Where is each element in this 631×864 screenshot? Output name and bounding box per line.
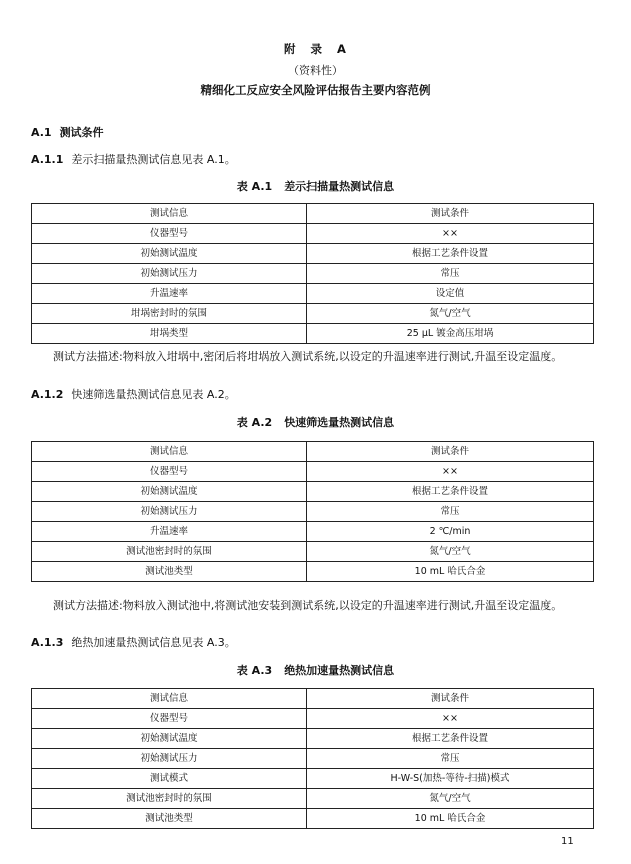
table-cell: 25 μL 镀金高压坩埚: [307, 324, 594, 344]
table-cell: 氮气/空气: [307, 789, 594, 809]
table-cell: 测试条件: [307, 204, 594, 224]
table-row: [32, 462, 594, 482]
table-row: [32, 244, 594, 264]
table-cell: 初始测试压力: [32, 264, 307, 284]
subsection-3-text: 绝热加速量热测试信息见表 A.3。: [71, 636, 236, 649]
table-row: [32, 502, 594, 522]
table-1-number: 表 A.1: [236, 180, 273, 193]
page-number: 11: [561, 836, 574, 847]
table-cell: 测试池密封时的氛围: [32, 789, 307, 809]
table-cell: 初始测试温度: [32, 482, 307, 502]
method-description-1: 测试方法描述:物料放入坩埚中,密闭后将坩埚放入测试系统,以设定的升温速率进行测试,升温至设定温度。: [53, 350, 563, 363]
appendix-char-1: 附: [284, 42, 297, 56]
table-cell: ××: [307, 224, 594, 244]
table-cell: 2 ℃/min: [307, 522, 594, 542]
table-row: [32, 224, 594, 244]
table-cell: 升温速率: [32, 522, 307, 542]
table-cell: 10 mL 哈氏合金: [307, 809, 594, 829]
table-3: [31, 688, 594, 829]
table-cell: 坩埚密封时的氛围: [32, 304, 307, 324]
subsection-1-number: A.1.1: [31, 153, 64, 166]
table-row: [32, 204, 594, 224]
table-row: [32, 442, 594, 462]
table-row: [32, 749, 594, 769]
table-cell: 升温速率: [32, 284, 307, 304]
table-cell: 仪器型号: [32, 224, 307, 244]
table-cell: 根据工艺条件设置: [307, 482, 594, 502]
table-row: [32, 324, 594, 344]
table-cell: 初始测试压力: [32, 749, 307, 769]
table-cell: 测试池类型: [32, 809, 307, 829]
table-1-caption: [0, 178, 631, 194]
section-heading: [31, 124, 104, 140]
table-cell: 根据工艺条件设置: [307, 244, 594, 264]
table-cell: 初始测试温度: [32, 244, 307, 264]
table-row: [32, 284, 594, 304]
appendix-title: 精细化工反应安全风险评估报告主要内容范例: [200, 83, 431, 97]
table-row: [32, 522, 594, 542]
table-3-number: 表 A.3: [236, 664, 273, 677]
table-row: [32, 264, 594, 284]
table-cell: 初始测试温度: [32, 729, 307, 749]
table-cell: ××: [307, 462, 594, 482]
table-cell: 常压: [307, 502, 594, 522]
table-cell: ××: [307, 709, 594, 729]
appendix-heading: [0, 41, 631, 57]
table-cell: 10 mL 哈氏合金: [307, 562, 594, 582]
table-cell: 氮气/空气: [307, 542, 594, 562]
subsection-3-number: A.1.3: [31, 636, 64, 649]
subsection-1: [31, 151, 236, 167]
section-title: 测试条件: [59, 126, 104, 139]
table-row: [32, 482, 594, 502]
appendix-nature: （资料性）: [288, 64, 343, 77]
table-cell: 测试模式: [32, 769, 307, 789]
table-2: [31, 441, 594, 582]
table-row: [32, 729, 594, 749]
appendix-char-2: 录: [310, 42, 324, 56]
table-row: [32, 562, 594, 582]
table-cell: 坩埚类型: [32, 324, 307, 344]
section-number: A.1: [31, 126, 52, 139]
table-cell: 初始测试压力: [32, 502, 307, 522]
subsection-2-number: A.1.2: [31, 388, 64, 401]
table-cell: 测试条件: [307, 442, 594, 462]
table-cell: 仪器型号: [32, 462, 307, 482]
subsection-3: [31, 634, 236, 650]
table-cell: H-W-S(加热-等待-扫描)模式: [307, 769, 594, 789]
table-cell: 测试池类型: [32, 562, 307, 582]
table-cell: 测试条件: [307, 689, 594, 709]
table-row: [32, 542, 594, 562]
table-row: [32, 709, 594, 729]
subsection-1-text: 差示扫描量热测试信息见表 A.1。: [71, 153, 236, 166]
table-cell: 测试池密封时的氛围: [32, 542, 307, 562]
table-1-title: 差示扫描量热测试信息: [284, 180, 395, 193]
table-cell: 常压: [307, 749, 594, 769]
table-row: [32, 689, 594, 709]
table-cell: 设定值: [307, 284, 594, 304]
table-cell: 根据工艺条件设置: [307, 729, 594, 749]
table-row: [32, 304, 594, 324]
table-3-title: 绝热加速量热测试信息: [284, 664, 395, 677]
table-1: [31, 203, 594, 344]
table-2-number: 表 A.2: [236, 416, 273, 429]
table-3-caption: [0, 662, 631, 678]
subsection-2: [31, 386, 236, 402]
table-cell: 测试信息: [32, 689, 307, 709]
table-row: [32, 809, 594, 829]
table-row: [32, 769, 594, 789]
table-cell: 测试信息: [32, 204, 307, 224]
table-2-title: 快速筛选量热测试信息: [284, 416, 395, 429]
table-cell: 仪器型号: [32, 709, 307, 729]
method-description-2: 测试方法描述:物料放入测试池中,将测试池安装到测试系统,以设定的升温速率进行测试,升温至设定温度。: [53, 599, 563, 612]
appendix-letter: A: [337, 42, 347, 56]
table-cell: 氮气/空气: [307, 304, 594, 324]
subsection-2-text: 快速筛选量热测试信息见表 A.2。: [71, 388, 236, 401]
table-cell: 测试信息: [32, 442, 307, 462]
table-cell: 常压: [307, 264, 594, 284]
table-2-caption: [0, 414, 631, 430]
table-row: [32, 789, 594, 809]
